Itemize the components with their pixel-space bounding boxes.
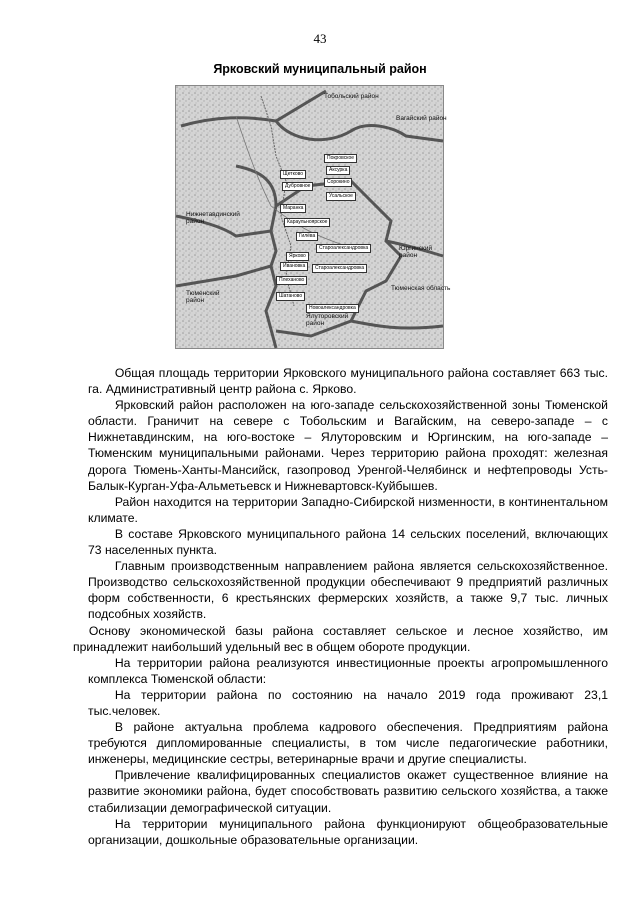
body-text — [73, 365, 608, 848]
map-town: Ивановка — [280, 262, 308, 271]
paragraph: Главным производственным направлением района является сельскохозяйственное. Производство сельскохозяйственной продукции обеспечивают 9 предприятий различных форм собственности, 6 крестьянских фермерских хозяйств, а также 9,7 тыс. личных подсобных хозяйств. — [88, 559, 608, 622]
paragraph: Ярковский район расположен на юго-западе сельскохозяйственной зоны Тюменской области. Граничит на севере с Тобольским и Вагайским, на северо-западе – с Нижнетавдинским, на юго-востоке – Ялуторовским и Юргинским, на юго-западе – Тюменским муниципальными районами. Через территорию района проходят: железная дорога Тюмень-Ханты-Мансийск, газопровод Уренгой-Челябинск и нефтепроводы Усть-Балык-Курган-Уфа-Альметьевск и Нижневартовск-Куйбышев. — [88, 398, 608, 493]
map-town: Щетково — [280, 170, 306, 179]
map-town: Староалександровка — [312, 264, 367, 273]
paragraph: На территории муниципального района функционируют общеобразовательные организации, дошкольные образовательные организации. — [88, 816, 608, 847]
map-label-nizhnetavdinsky: Нижнетавдинский район — [186, 211, 240, 225]
map-town: Новоалександровка — [306, 304, 359, 313]
paragraph: Основу экономической базы района составляет сельское и лесное хозяйство, им принадлежит наибольший удельный вес в общем обороте продукции. — [73, 623, 608, 654]
paragraph: Район находится на территории Западно-Сибирской низменности, в континентальном климате. — [88, 494, 608, 525]
paragraph: В составе Ярковского муниципального района 14 сельских поселений, включающих 73 населенных пункта. — [88, 526, 608, 558]
map-label-tyumensky: Тюменский район — [186, 290, 220, 304]
map-label-yalutorovsky: Ялуторовский район — [306, 313, 349, 327]
paragraph: В районе актуальна проблема кадрового обеспечения. Предприятиям района требуются дипломированные специалисты, в том числе педагогические работники, инженеры, медицинские сестры, ветеринарные врачи и другие специалисты. — [88, 720, 608, 767]
map-town: Плеханово — [276, 276, 307, 285]
map-town: Усальское — [326, 192, 356, 201]
map-label-vagaysky: Вагайский район — [396, 115, 447, 122]
map-town: Староалександровка — [316, 244, 371, 253]
paragraph: На территории района по состоянию на начало 2019 года проживают 23,1 тыс.человек. — [88, 687, 608, 718]
district-map — [175, 85, 451, 349]
map-town: Маранка — [280, 204, 306, 213]
paragraph: Привлечение квалифицированных специалистов окажет существенное влияние на развитие экономики района, будет способствовать развитию сельского хозяйства, а также стабилизации демографической ситуации. — [88, 768, 608, 815]
map-town: Покровское — [324, 154, 357, 163]
map-town: Дубровное — [282, 182, 313, 191]
map-town: Шатаново — [276, 292, 305, 301]
map-town: Сорокино — [324, 178, 352, 187]
paragraph: На территории района реализуются инвестиционные проекты агропромышленного комплекса Тюменской области: — [88, 655, 608, 686]
map-town: Караульноярское — [284, 218, 330, 227]
map-town: Аксурка — [326, 166, 350, 175]
map-label-yurginsky: Юргинский район — [399, 245, 433, 259]
map-town: Гилёва — [296, 232, 318, 241]
map-label-tobolsky: Тобольский район — [324, 93, 379, 100]
paragraph: Общая площадь территории Ярковского муниципального района составляет 663 тыс. га. Административный центр района с. Ярково. — [88, 366, 608, 397]
page-number: 43 — [313, 31, 327, 46]
map-label-tyumen-oblast: Тюменская область — [391, 285, 451, 292]
page-title: Ярковский муниципальный район — [213, 62, 427, 76]
map-town-center: Ярково — [286, 252, 309, 261]
